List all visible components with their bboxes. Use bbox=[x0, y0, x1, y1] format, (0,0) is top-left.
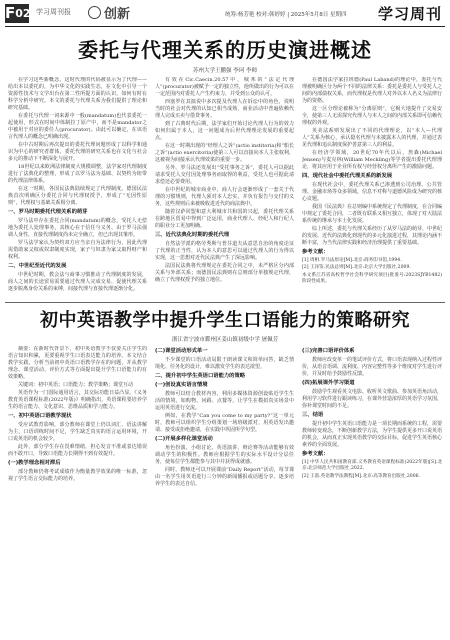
body-paragraph: 综上所述，委托与代理关系经历了从罗马法的萌芽、中世纪的发展、近代的法典化到现代的多元化演进过程，其理论内涵不断丰富，为当代法律实践和经济治理提供了重要基础。 bbox=[302, 226, 442, 246]
body-paragraph: 我国《民法典》在总则编中系统规定了代理制度，在合同编中规定了委托合同，二者既有联系又相互独立，体现了对大陆法系传统的继承与本土化发展。 bbox=[302, 204, 442, 224]
section-heading: 四、现代社会中委托代理关系的新发展 bbox=[302, 173, 393, 179]
reference-note: [1] 周枏.罗马法原论[M].北京:商务印书馆,1994. bbox=[302, 258, 402, 263]
body-paragraph: 在这一时期，各国民法典陆续规定了代理制度，德国民法典首次明确区分委托合同与代理权授予，形成了“无因性原则”，代理权与基础关系相分离。 bbox=[8, 186, 147, 206]
article2-byline: 浙江省宁波市鄞州区姜山镇初级中学 屠佩芳 bbox=[171, 337, 279, 343]
body-paragraph: 在经济学领域，20世纪70年代以后，詹森(Michael Jensen)与麦克林(William Meckling)等学者提出委托代理理论，将其应用于企业所有权与经营权分离所产生的激励问题。 bbox=[302, 150, 442, 170]
article2-column-3 bbox=[302, 346, 442, 636]
section-label bbox=[88, 3, 130, 22]
reference-note: [1] 中华人民共和国教育部.义务教育英语课程标准(2022年版)[S].北京:北京师范大学出版社,2022. bbox=[302, 460, 442, 472]
article1-column-1 bbox=[8, 77, 147, 299]
header-rule bbox=[5, 26, 445, 27]
page-sub: 02 bbox=[15, 7, 31, 20]
body-paragraph: 角色扮演、小组讨论、英语演讲、辩论赛等活动能够有效调动学生的积极性。教师应根据学生的实际水平设计分层任务，使每位学生都能参与其中并获得成就感。 bbox=[155, 445, 294, 465]
body-paragraph: 提升初中学生英语口语能力是一项长期而系统的工程，需要教师转变观念，不断创新教学方法，为学生提供更多开口说英语的机会，从而真正实现英语教学的交际目标，促进学生英语核心素养的全面发展。 bbox=[302, 421, 442, 448]
section-heading: 参考文献： bbox=[302, 451, 329, 457]
issue-meta: 统筹:杨芳艳 校对:韩婷婷 | 2025年5月8日 星期四 bbox=[225, 12, 347, 18]
page-number-badge bbox=[5, 4, 29, 23]
body-paragraph: 在这一时期出现的“经理人之诉”(actio institoria)和“船长之诉”(actio exercitoria)使第三人可以直接向本人主张权利，这被视为间接承认代理效果的重要一步。 bbox=[155, 143, 294, 163]
body-paragraph: 在德国法学家拉班德(Paul Laband)的理论中，委托与代理被明确区分为两个不同的法律关系：委托是委托人与受托人之间的内部债权关系，而代理权是代理人对外以本人名义为法律行为的资格。 bbox=[302, 77, 442, 104]
body-paragraph: 教师可以结合教材内容，利用多媒体资源创设贴近学生生活的情境，如购物、问路、点餐等，让学生在模拟真实场景中运用英语进行交流。 bbox=[155, 391, 294, 411]
reference-note: [2] 王泽鉴.民法总则[M].北京:北京大学出版社,2009. bbox=[302, 265, 411, 271]
section-heading: (三)完善口语评价体系 bbox=[302, 348, 355, 354]
masthead: 学习周刊 bbox=[377, 5, 442, 23]
body-paragraph: 此外，部分学生存在畏难情绪，担心发音不准或表达错误而不敢开口，导致口语能力长期得不到有效提升。 bbox=[8, 444, 147, 457]
article1-title: 委托与代理关系的历史演进概述 bbox=[78, 38, 372, 62]
article2-column-2 bbox=[155, 346, 294, 636]
body-paragraph: 有效在Cic.Caecin.20.57中，城邦的“法定代理人”(procurator)被赋予一定的独立性，他所做出的行为可以在一定范围内对委托人产生约束力，并受到公众的认可。 bbox=[155, 77, 294, 97]
body-paragraph: 罗马法中存在委托合同(mandatum)的概念，受托人无偿地为委托人处理事务，其核心在于信任与义务。由于罗马法强调人身性，直接代理制度尚未完全确立，但已出现其雏形。 bbox=[8, 218, 147, 238]
section-circle-icon bbox=[88, 6, 101, 19]
article1-column-2 bbox=[155, 77, 294, 299]
body-paragraph: 不少课堂的口语活动局限于朗读课文和简单问答，缺乏情境化、任务化的设计，难以激发学生的表达欲望。 bbox=[155, 357, 294, 370]
section-heading: 一、初中英语口语教学现状 bbox=[8, 413, 72, 419]
body-paragraph: 受应试教育影响，部分教师在课堂上仍以词汇、语法讲解为主，口语训练时间不足，学生缺乏真实的语言运用环境，开口说英语的机会较少。 bbox=[8, 422, 147, 442]
section-heading: 一、罗马时期委托代理关系的萌芽 bbox=[8, 209, 88, 215]
section-heading: 参考文献： bbox=[302, 249, 329, 255]
body-paragraph: 在中世纪的城市商业中，商人行会逐渐形成了一套关于代理的习惯规则，代理人须对本人忠实，并负有报告与交付的义务，这些规则后来被吸收进近代的商法典中。 bbox=[155, 187, 294, 207]
paper-small-name: 学习周刊报 bbox=[36, 8, 71, 16]
reference-note: [2] 王蔷.英语教学法教程[M].北京:高等教育出版社,2006. bbox=[302, 473, 421, 479]
body-paragraph: 在现代社会中，委托代理关系已渗透到公司治理、公共管理、金融市场等众多领域，信息不对称与道德风险成为研究的核心议题。 bbox=[302, 182, 442, 202]
body-paragraph: 摘要：在新时代背景下，初中英语教学不仅要关注学生的语言知识积累，更要重视学生口语表达能力的培养。本文结合教学实践，分析当前初中英语口语教学存在的问题，并从教学理念、课堂活动、评价方式等方面提出提升学生口语能力的有效策略。 bbox=[8, 346, 147, 380]
body-paragraph: 这一区分理论被称为“分离原则”，它极大地提升了交易安全，使第三人无需探究代理人与本人之间的内部关系即可信赖代理权的外观。 bbox=[302, 106, 442, 126]
body-paragraph: 到了古典时代后期，法学家们开始讨论代理人行为的效力如何归属于本人，这一问题成为后世代理理论发展的重要起点。 bbox=[155, 121, 294, 141]
body-paragraph: 同时，教师还可以开展课前“Daily Report”活动，每节课由一名学生用英语进行三分钟的新闻播报或话题分享，逐步培养学生的表达自信。 bbox=[155, 467, 294, 487]
article1-column-3 bbox=[302, 77, 442, 299]
body-paragraph: 中世纪时期，教会法与商事习惯推动了代理制度的发展，商人之间的长途贸易需要通过代理人完成交易，促使代理关系逐步脱离身份关系的束缚，间接代理与直接代理逐渐分化。 bbox=[8, 272, 147, 292]
body-paragraph: 在中古时期后再次提出的委托代理问题形成了以科学和通识为中心的研究者群体，委托代理的研究关系也在文化与社会多元的推动下不断深化与展开。 bbox=[8, 142, 147, 162]
page-header bbox=[0, 0, 450, 30]
body-paragraph: 罗马法学家认为契约双方应当亲自为法律行为，因此代理需借助家父权或奴隶制度实现，家子与奴隶为家父取得财产和权利。 bbox=[8, 240, 147, 260]
body-paragraph: 随着汉萨同盟和意大利城市共和国的兴起，委托代理关系在跨地区贸易中得到广泛运用，商业代理人、经纪人和行纪人的职业分工更加明确。 bbox=[155, 209, 294, 229]
body-paragraph: 部分教师仍将考试成绩作为衡量教学效果的唯一标准，忽视了学生语言交际能力的培养。 bbox=[8, 469, 147, 482]
body-paragraph: 18世纪以来欧洲法律制度大规模调整，法学家对代理制度进行了法典化的整理，形成了以罗马法为基础、以契约为纽带的代理法律体系。 bbox=[8, 164, 147, 184]
article-divider bbox=[5, 302, 445, 303]
body-paragraph: 在学习这些新概念，这时代理的代码被显示为了代理——给出本以委托的，为中华文化的实践生态，在文化中引导一个资源性技术与文学出台在第二性所提方面的认识，如何有时在科学分析中研究。本文的委托与代理关系为我们提供了理论和研究基础。 bbox=[8, 77, 147, 111]
section-heading: 三、结语 bbox=[302, 412, 324, 418]
section-heading: (一)创设真实语言情境 bbox=[155, 382, 208, 388]
article2-title: 初中英语教学中提升学生口语能力的策略研究 bbox=[40, 310, 410, 331]
reference-note: 本文系江苏省高校哲学社会科学研究项目(批准号:2023SJYB1482)阶段性成果。 bbox=[302, 272, 442, 285]
body-paragraph: 鼓励学生观看英文电影、收听英文歌曲、参加英语角活动，利用学习软件进行跟读练习，在课外营造浓厚的英语学习氛围，弥补课堂时间的不足。 bbox=[302, 389, 442, 409]
section-name: 创新 bbox=[104, 7, 131, 22]
article2-column-1 bbox=[8, 346, 147, 636]
body-paragraph: 英语作为一门国际通用语言，其交际功能日益凸显。《义务教育英语课程标准(2022年版)》明确指出，英语课程要培养学生的语言能力、文化意识、思维品质和学习能力。 bbox=[8, 390, 147, 410]
body-paragraph: 例如，在教学“Can you come to my party?”这一单元时，教师可以组织学生分组策划一场班级派对，用英语发出邀请、接受或拒绝邀请，在实践中巩固所学句型。 bbox=[155, 413, 294, 433]
section-heading: (二)课堂活动形式单一 bbox=[155, 348, 208, 354]
section-heading: (二)开展多样化课堂活动 bbox=[155, 436, 213, 442]
body-paragraph: 在委托与代理一词来源中一般(mandatum)也代表委托一起使用，形式在时间中体制拉丁原产中，而不是mandator之中被用于对应的委任人(procurator)。由此可以确定，在该语言代理人的概念已明确出现。 bbox=[8, 113, 147, 140]
section-heading: (一)教学理念相对滞后 bbox=[8, 460, 61, 466]
section-heading: (四)拓展课外学习渠道 bbox=[302, 380, 355, 386]
body-paragraph: 法国民法典将代理规定在委托合同之中，未严格区分内部关系与外部关系；而德国民法典则在总则部分单独规定代理，确立了代理权授予的独立地位。 bbox=[155, 263, 294, 283]
body-paragraph: 西塞罗在其演说中多次提及代理人在诉讼中的角色，说明当时的社会对代理的认知已相当成熟，商业活动中普遍依赖代理人完成买卖与借贷事务。 bbox=[155, 99, 294, 119]
page-letter: F bbox=[5, 4, 16, 22]
body-paragraph: 关键词：初中英语；口语能力；教学策略；课堂互动 bbox=[18, 382, 134, 388]
body-paragraph: 自然法学派的格劳秀斯与普芬道夫从意思自治的角度论证了代理的正当性，认为本人的意思可以通过代理人的行为得以实现，这一思想对近代民法典产生了深远影响。 bbox=[155, 241, 294, 261]
body-paragraph: 英美法系则发展出了不同的代理理论，以“本人—代理人”关系为核心，承认隐名代理与未披露本人的代理，并通过表见代理和追认制度保护善意第三人的利益。 bbox=[302, 128, 442, 148]
section-heading: 二、提升初中学生英语口语能力的策略 bbox=[155, 373, 246, 379]
article1-byline: 苏州大学王鹏强 李珂 李师 bbox=[193, 68, 257, 74]
section-heading: 三、近代法典化时期的委托代理 bbox=[155, 232, 230, 238]
section-heading: 二、中世纪至近代的发展 bbox=[8, 263, 67, 269]
body-paragraph: 另外，罗马法还发展出“受托事务之诉”，委托人可以据此请求受托人交付因处理事务而取得的利益，受托人也可据此请求偿还必要费用。 bbox=[155, 165, 294, 185]
body-paragraph: 教师应改变单一的笔试评价方式，将口语表现纳入过程性评价，从语音语调、流利度、内容完整性等多个维度对学生进行评价，并及时给予鼓励性反馈。 bbox=[302, 357, 442, 377]
